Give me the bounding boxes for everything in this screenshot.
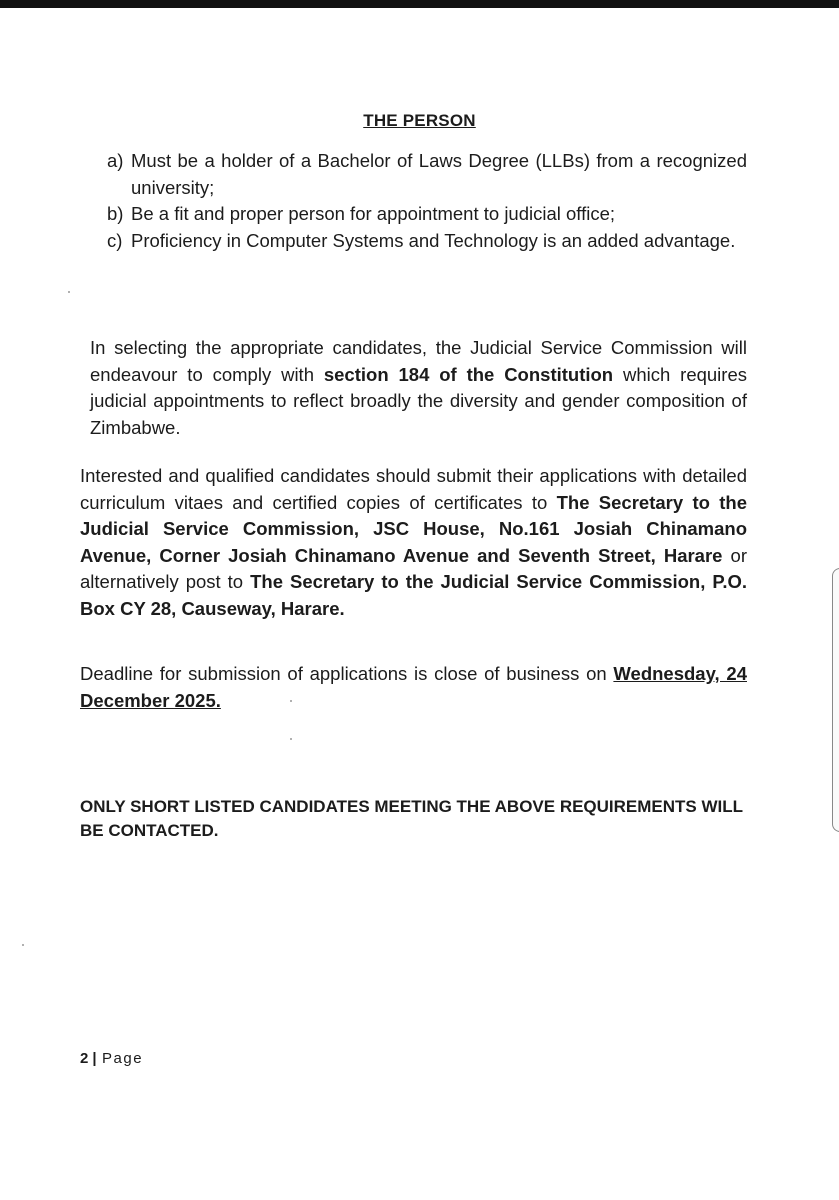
page-number: 2 [80,1050,89,1067]
page-edge-tab [832,568,839,832]
scan-speck [290,738,292,740]
constitution-reference: section 184 of the Constitution [323,363,614,385]
footer-separator: | [92,1050,99,1067]
section-heading: THE PERSON [363,111,476,130]
paragraph-text: or alternatively post to [80,544,748,592]
requirements-list [107,148,747,254]
paragraph-text: which requires judicial appointments to reflect broadly the diversity and gender composition of Zimbabwe. [90,363,747,438]
deadline-date: Wednesday, 24 December 2025. [80,663,747,711]
list-item-text: Be a fit and proper person for appointment to judicial office; [131,203,616,224]
list-item [107,201,747,228]
scan-speck [290,700,292,702]
scan-speck [68,291,70,293]
paragraph-text: Deadline for submission of applications is close of business on [80,663,614,684]
list-marker: c) [107,229,123,251]
application-paragraph [80,463,747,622]
paragraph-text: Interested and qualified candidates should submit their applications with detailed curriculum vitaes and certified copies of certificates to [80,465,747,513]
list-marker: b) [107,203,124,224]
deadline-paragraph [80,661,747,714]
list-item-text: Must be a holder of a Bachelor of Laws Degree (LLBs) from a recognized university; [131,150,747,198]
physical-address: The Secretary to the Judicial Service Commission, JSC House, No.161 Josiah Chinamano Avenue, Corner Josiah Chinamano Avenue and Seventh Street, Harare [80,491,747,566]
postal-address: The Secretary to the Judicial Service Commission, P.O. Box CY 28, Causeway, Harare. [80,571,747,619]
constitution-paragraph [90,335,747,441]
list-item [107,228,747,255]
page-label: Page [102,1050,144,1067]
shortlist-notice: ONLY SHORT LISTED CANDIDATES MEETING THE ABOVE REQUIREMENTS WILL BE CONTACTED. [80,797,743,840]
list-item-text: Proficiency in Computer Systems and Technology is an added advantage. [131,229,736,251]
paragraph-text: In selecting the appropriate candidates, the Judicial Service Commission will endeavour to comply with [90,337,747,385]
page-footer [80,1050,143,1067]
list-item [107,148,747,201]
scan-speck [22,944,24,946]
list-marker: a) [107,150,124,171]
